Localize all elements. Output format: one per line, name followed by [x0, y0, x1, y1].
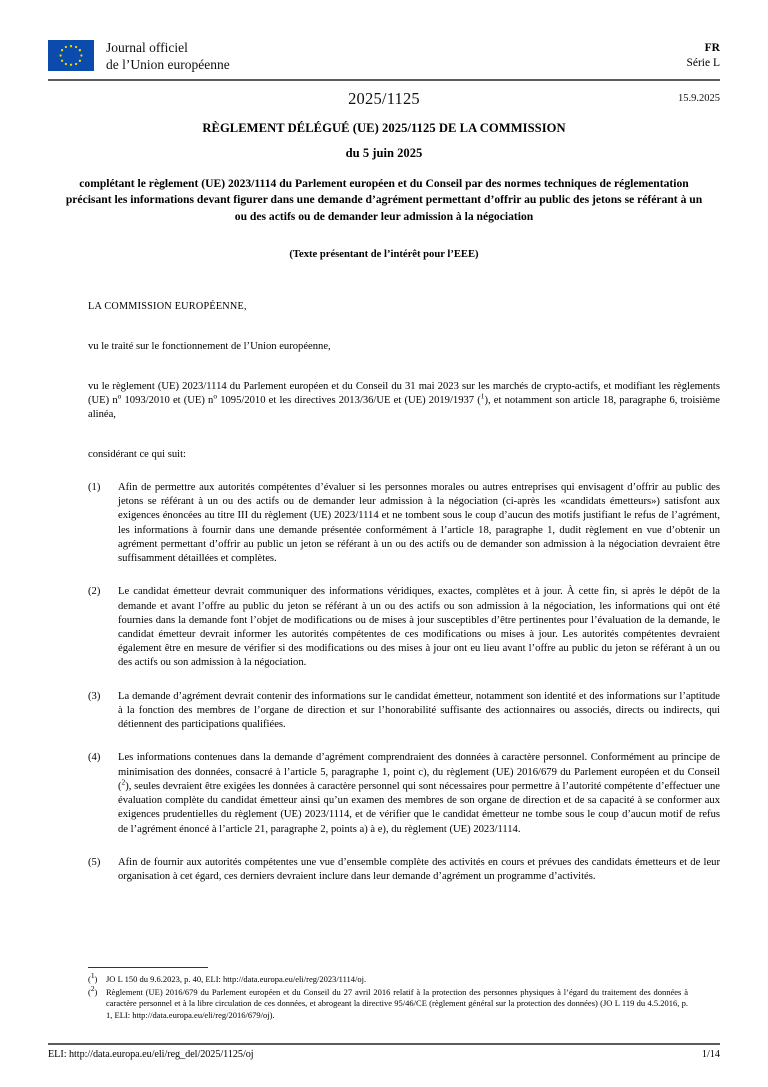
recital-2	[88, 585, 720, 670]
masthead-right	[686, 38, 720, 71]
eea-relevance-note: (Texte présentant de l’intérêt pour l’EEE)	[289, 249, 479, 261]
document-body	[48, 300, 720, 903]
document-date: 15.9.2025	[678, 93, 720, 104]
footnote-marker: ($^1$)	[88, 971, 98, 984]
page-title: RÈGLEMENT DÉLÉGUÉ (UE) 2025/1125 DE LA COMMISSION	[202, 121, 566, 135]
footnote-1	[88, 971, 688, 986]
eu-flag-icon	[48, 40, 94, 71]
footnote-2	[88, 983, 688, 1022]
recital-3	[88, 690, 720, 733]
title-block	[48, 120, 720, 260]
footnote-text: JO L 150 du 9.6.2023, p. 40, ELI: http://data.europa.eu/eli/reg/2023/1114/oj.	[106, 974, 367, 984]
footnote-ref-2[interactable]: 2	[121, 777, 126, 787]
regulation-citation-part4: ), et notamment son article 18, paragraphe 6, troisième alinéa,	[88, 395, 720, 421]
recital-number: (5)	[88, 856, 101, 868]
footnote-marker: ($^2$)	[88, 983, 98, 997]
language-code: FR	[704, 42, 720, 54]
regulation-citation-part1: vu le règlement (UE) 2023/1114 du Parlement européen et du Conseil du 31 mai 2023 sur les marchés de crypto-actifs, et modifiant les règlements (UE) n	[88, 380, 720, 407]
title-date: du 5 juin 2025	[345, 146, 423, 160]
footnote-text: Règlement (UE) 2016/679 du Parlement européen et du Conseil du 27 avril 2016 relatif à la protection des personnes physiques à l’égard du traitement des données à caractère personnel et à la libre circulation de ces données, et abrogeant la directive 95/46/CE (règlement général sur la protection des données) (JO L 119 du 4.5.2016, p. 1, ELI: http://data.europa.eu/eli/reg/2016/679/oj).	[106, 986, 688, 1020]
recital-number: (3)	[88, 690, 101, 702]
recital-text: Afin de permettre aux autorités compétentes d’évaluer si les personnes morales ou autres entreprises qui envisagent d’offrir au public des jetons se référant à un ou des actifs ou de demander leur admission à la négociation (ci-après les «candidats émetteurs») satisfont aux exigences énoncées au titre III du règlement (UE) 2023/1114 et ne tombent sous le coup d’aucun des motifs justifiant le refus de l’agrément, les informations à fournir dans une demande présentée conformément à l’article 18, paragraphe 1, dudit règlement en vue d’obtenir un agrément permettant d’offrir au public un jeton se référant à un ou des actifs ou de demander son admission à la négociation devraient être suffisamment détaillées et complètes.	[118, 481, 720, 565]
footer-rule	[48, 1043, 720, 1045]
recital-1	[88, 481, 720, 566]
masthead-left	[48, 38, 230, 74]
document-number: 2025/1125	[348, 89, 420, 108]
recital-number: (1)	[88, 481, 101, 493]
recital-4	[88, 751, 720, 836]
commission-line: LA COMMISSION EUROPÉENNE,	[88, 301, 247, 312]
recital-number: (2)	[88, 586, 101, 598]
footer-eli-link[interactable]: ELI: http://data.europa.eu/eli/reg_del/2025/1125/oj	[48, 1049, 254, 1060]
footnote-ref-1[interactable]: 1	[480, 391, 485, 401]
journal-title	[106, 38, 230, 74]
page-footer	[48, 1049, 720, 1060]
recital-text: Le candidat émetteur devrait communiquer des informations véridiques, exactes, complètes et à jour. À cette fin, si après le dépôt de la demande et avant l’offre au public du jeton se référant à un ou des actifs ou son admission à la négociation, les informations qui ont été fournies dans la demande font l’objet de modifications ou de mises à jour susceptibles d’être pertinentes pour l’évaluation de la demande, le candidat émetteur devrait informer les autorités compétentes de ces modifications ou mises à jour. Les autorités compétentes devraient également être en mesure de vérifier si des modifications ou des mises à jour ont eu lieu avant l’offre au public du jeton se référant à un ou des actifs ou son admission à la négociation.	[118, 586, 720, 669]
masthead	[48, 38, 720, 74]
title-subtitle: complétant le règlement (UE) 2023/1114 du Parlement européen et du Conseil par des normes techniques de réglementation précisant les informations devant figurer dans une demande d’agrément permettant d’offrir au public des jetons se référant à un ou des actifs ou de demander leur admission à la négociation	[65, 177, 703, 223]
journal-title-line1: Journal officiel	[106, 40, 188, 55]
header-rule	[48, 79, 720, 81]
footnotes	[88, 971, 688, 1023]
regulation-citation-part2: 1093/2010 et (UE) n	[121, 395, 214, 407]
footnote-separator	[88, 967, 208, 968]
page-number: 1/14	[701, 1049, 720, 1060]
recital-4-part2: ), seules devraient être exigées les données à caractère personnel qui sont nécessaires pour permettre à l’autorité compétente d’effectuer une évaluation complète du candidat émetteur ainsi qu’un examen des membres de son organe de direction et de sa capacité à se conformer aux exigences prudentielles du règlement (UE) 2023/1114, et de vérifier que le candidat émetteur ne tombe sous le coup d’aucun motif de refus de l’agrément énoncé à l’article 21, paragraphe 2, points a) à e), du règlement (UE) 2023/1114.	[118, 780, 720, 835]
series-label: Série L	[686, 57, 720, 70]
recital-5	[88, 856, 720, 884]
treaty-line: vu le traité sur le fonctionnement de l’Union européenne,	[88, 340, 331, 352]
recital-number: (4)	[88, 752, 101, 764]
ordinal-marker-1: o	[117, 391, 122, 401]
whereas-line: considérant ce qui suit:	[88, 448, 186, 460]
ordinal-marker-2: o	[213, 391, 218, 401]
regulation-citation-part3: 1095/2010 et les directives 2013/36/UE et (UE) 2019/1937 (	[217, 395, 481, 407]
regulation-citation	[88, 380, 720, 423]
document-number-line	[48, 89, 720, 111]
recital-4-part1: Les informations contenues dans la demande d’agrément comprendraient des données à caractère personnel. Conformément au principe de minimisation des données, consacré à l’article 5, paragraphe 1, point c), du règlement (UE) 2016/679 du Parlement européen et du Conseil (	[118, 752, 720, 792]
recital-text	[118, 751, 720, 836]
recital-text: Afin de fournir aux autorités compétentes une vue d’ensemble complète des activités en cours et prévues des candidats émetteurs et de leur organisation à cet égard, ces derniers devraient inclure dans leur demande d’agrément un programme d’activités.	[118, 856, 720, 883]
journal-title-line2: de l’Union européenne	[106, 57, 230, 73]
recital-text: La demande d’agrément devrait contenir des informations sur le candidat émetteur, notamment son identité et des informations sur l’aptitude à la fonction des membres de l’organe de direction et sur l’honorabilité suffisante des actionnaires ou associés, directs ou indirects, qui détiennent des participations qualifiées.	[118, 690, 720, 731]
